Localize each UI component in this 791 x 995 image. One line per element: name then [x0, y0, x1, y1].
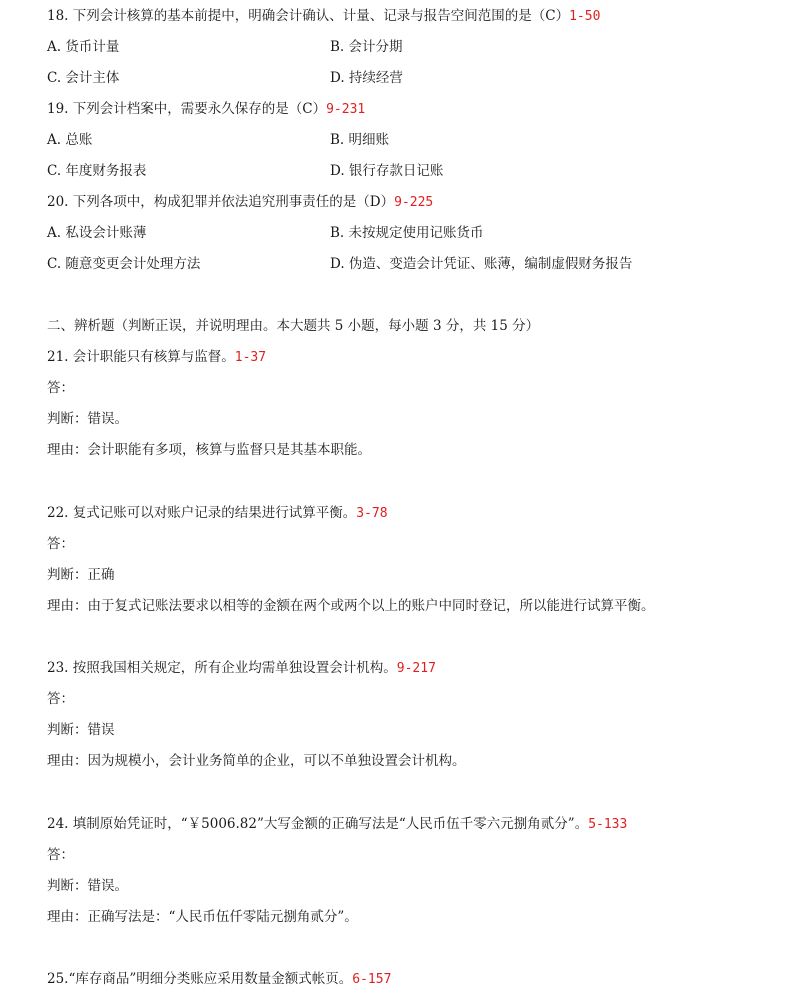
question-stem: 22. 复式记账可以对账户记录的结果进行试算平衡。: [47, 505, 357, 521]
option-c: C. 会计主体: [47, 70, 120, 86]
answer-label: 答：: [47, 536, 74, 552]
option-b: B. 明细账: [330, 132, 390, 148]
answer-label: 答：: [47, 691, 74, 707]
answer-label: 答：: [47, 380, 74, 396]
question-25: [47, 970, 391, 989]
page-reference: 6-157: [352, 972, 392, 987]
page-reference: 1-50: [569, 9, 601, 24]
option-d: D. 伪造、变造会计凭证、账薄，编制虚假财务报告: [330, 256, 633, 272]
judgement: 判断：错误。: [47, 878, 128, 894]
page-reference: 9-225: [394, 195, 434, 210]
option-b: B. 未按规定使用记账货币: [330, 225, 484, 241]
question-23: [47, 659, 436, 678]
question-19: [47, 100, 365, 119]
question-21: [47, 348, 266, 367]
page-reference: 5-133: [588, 817, 628, 832]
page-reference: 9-217: [396, 661, 436, 676]
reason: 理由：因为规模小，会计业务简单的企业，可以不单独设置会计机构。: [47, 753, 466, 769]
page-reference: 1-37: [234, 350, 267, 365]
question-stem: 20. 下列各项中，构成犯罪并依法追究刑事责任的是（D）: [47, 194, 395, 210]
option-c: C. 随意变更会计处理方法: [47, 256, 201, 272]
judgement: 判断：正确: [47, 567, 115, 583]
page-reference: 3-78: [356, 506, 388, 521]
question-stem: 25.“库存商品”明细分类账应采用数量金额式帐页。: [47, 971, 353, 987]
option-d: D. 持续经营: [330, 70, 403, 86]
answer-label: 答：: [47, 847, 74, 863]
option-b: B. 会计分期: [330, 39, 403, 55]
reason: 理由：会计职能有多项，核算与监督只是其基本职能。: [47, 442, 371, 458]
judgement: 判断：错误。: [47, 411, 128, 427]
reason: 理由：由于复式记账法要求以相等的金额在两个或两个以上的账户中同时登记，所以能进行试算平衡。: [47, 598, 655, 614]
option-a: A. 货币计量: [47, 39, 120, 55]
question-18: [47, 7, 600, 26]
section-heading: 二、辨析题（判断正误，并说明理由。本大题共 5 小题，每小题 3 分，共 15 分）: [47, 318, 540, 334]
question-stem: 21. 会计职能只有核算与监督。: [47, 349, 235, 365]
question-20: [47, 193, 433, 212]
judgement: 判断：错误: [47, 722, 115, 738]
question-22: [47, 504, 388, 523]
question-stem: 18. 下列会计核算的基本前提中，明确会计确认、计量、记录与报告空间范围的是（C）: [47, 8, 570, 24]
option-a: A. 私设会计账薄: [47, 225, 147, 241]
question-24: [47, 815, 627, 834]
option-c: C. 年度财务报表: [47, 163, 147, 179]
option-d: D. 银行存款日记账: [330, 163, 444, 179]
option-a: A. 总账: [47, 132, 93, 148]
question-stem: 23. 按照我国相关规定，所有企业均需单独设置会计机构。: [47, 660, 397, 676]
page-reference: 9-231: [326, 102, 366, 117]
question-stem: 19. 下列会计档案中，需要永久保存的是（C）: [47, 101, 327, 117]
question-stem: 24. 填制原始凭证时，“￥5006.82”大写金额的正确写法是“人民币伍千零六元捌角贰分”。: [47, 816, 589, 832]
reason: 理由：正确写法是：“人民币伍仟零陆元捌角贰分”。: [47, 909, 358, 925]
